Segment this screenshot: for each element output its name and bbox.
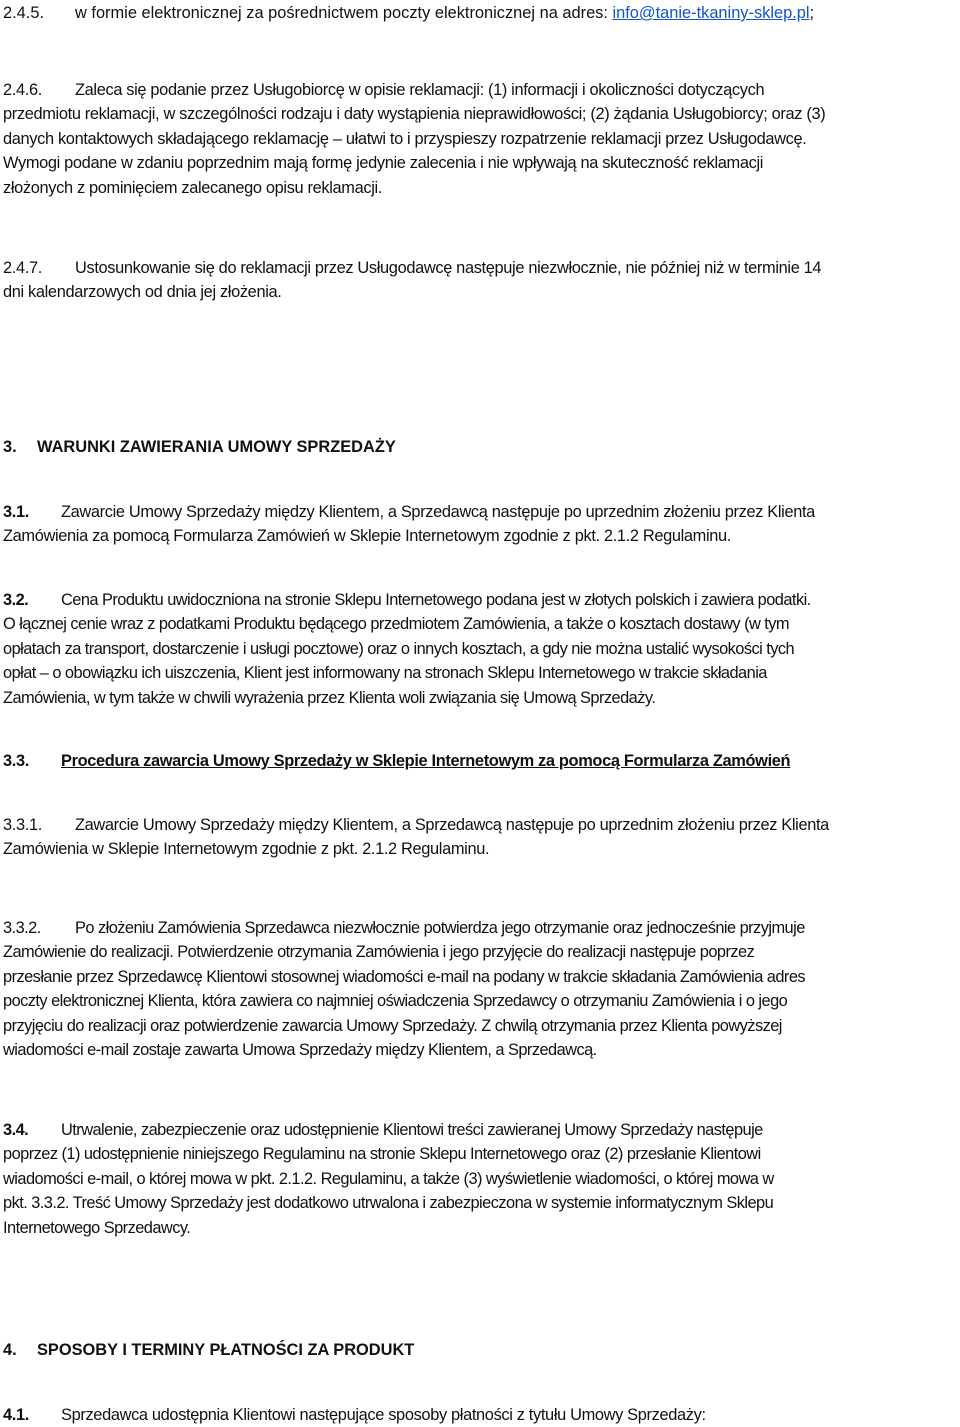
text-line: Zamówienia w Sklepie Internetowym zgodnie z pkt. 2.1.2 Regulaminu. bbox=[3, 840, 490, 859]
text-line: przyjęciu do realizacji oraz potwierdzenie zawarcia Umowy Sprzedaży. Z chwilą otrzymania przez Klienta powyższej bbox=[3, 1016, 782, 1035]
paragraph-text: Sprzedawca udostępnia Klientowi następujące sposoby płatności z tytułu Umowy Sprzedaży: bbox=[61, 1406, 706, 1424]
subsection-heading-3-3 bbox=[3, 749, 958, 773]
paragraph-3-1 bbox=[3, 500, 958, 549]
text-line: Zawarcie Umowy Sprzedaży między Klientem, a Sprzedawcą następuje po uprzednim złożeniu przez Klienta bbox=[61, 503, 815, 521]
subsection-title: Procedura zawarcia Umowy Sprzedaży w Sklepie Internetowym za pomocą Formularza Zamówień bbox=[61, 752, 791, 770]
paragraph-number: 3.2. bbox=[3, 591, 29, 609]
paragraph-4-1 bbox=[3, 1403, 958, 1427]
email-link[interactable]: info@tanie-tkaniny-sklep.pl bbox=[612, 4, 810, 22]
text-line: Zawarcie Umowy Sprzedaży między Klientem, a Sprzedawcą następuje po uprzednim złożeniu przez Klienta bbox=[75, 816, 829, 834]
text-line: wiadomości e-mail zostaje zawarta Umowa Sprzedaży między Klientem, a Sprzedawcą. bbox=[3, 1040, 597, 1059]
paragraph-number: 3.1. bbox=[3, 503, 29, 521]
text-line: Po złożeniu Zamówienia Sprzedawca niezwłocznie potwierdza jego otrzymanie oraz jednocześnie przyjmuje bbox=[75, 919, 805, 937]
paragraph-number: 4.1. bbox=[3, 1406, 29, 1424]
text-line: poczty elektronicznej Klienta, która zawiera co najmniej oświadczenia Sprzedawcy o otrzymaniu Zamówienia i o jego bbox=[3, 992, 788, 1011]
paragraph-number: 3.4. bbox=[3, 1121, 29, 1139]
text-line: poprzez (1) udostępnienie niniejszego Regulaminu na stronie Sklepu Internetowego oraz (2) przesłanie Klientowi bbox=[3, 1145, 761, 1164]
text-line: Wymogi podane w zdaniu poprzednim mają formę jedynie zalecenia i nie wpływają na skuteczność reklamacji bbox=[3, 154, 764, 173]
text-line: danych kontaktowych składającego reklamację – ułatwi to i przyspieszy rozpatrzenie reklamacji przez Usługodawcę. bbox=[3, 129, 807, 148]
text-line: opłat – o obowiązku ich uiszczenia, Klient jest informowany na stronach Sklepu Internetowego w trakcie składania bbox=[3, 664, 767, 683]
text-line: przedmiotu reklamacji, w szczególności rodzaju i daty wystąpienia nieprawidłowości; (2) żądania Usługobiorcy; oraz (3) bbox=[3, 105, 826, 124]
section-heading-3 bbox=[3, 435, 958, 459]
text-line: złożonych z pominięciem zalecanego opisu reklamacji. bbox=[3, 178, 383, 197]
paragraph-2-4-7 bbox=[3, 256, 958, 305]
text-line: przesłanie przez Sprzedawcę Klientowi stosownej wiadomości e-mail na podany w trakcie składania Zamówienia adres bbox=[3, 967, 806, 986]
section-title: SPOSOBY I TERMINY PŁATNOŚCI ZA PRODUKT bbox=[37, 1341, 415, 1359]
paragraph-number: 3.3.1. bbox=[3, 816, 42, 834]
section-title: WARUNKI ZAWIERANIA UMOWY SPRZEDAŻY bbox=[37, 438, 396, 456]
paragraph-number: 3.3.2. bbox=[3, 919, 41, 937]
paragraph-number: 2.4.7. bbox=[3, 259, 42, 277]
text-line: Utrwalenie, zabezpieczenie oraz udostępnienie Klientowi treści zawieranej Umowy Sprzedaży następuje bbox=[61, 1121, 763, 1139]
section-number: 3. bbox=[3, 438, 17, 456]
text-line: Zamówienia, w tym także w chwili wyrażenia przez Klienta woli związania się Umową Sprzedaży. bbox=[3, 688, 656, 707]
paragraph-number: 2.4.5. bbox=[3, 4, 45, 22]
paragraph-3-3-1 bbox=[3, 813, 958, 862]
text-line: dni kalendarzowych od dnia jej złożenia. bbox=[3, 283, 282, 302]
paragraph-2-4-6 bbox=[3, 78, 958, 200]
paragraph-number: 2.4.6. bbox=[3, 81, 42, 99]
paragraph-2-4-5 bbox=[3, 1, 958, 25]
paragraph-3-2 bbox=[3, 588, 958, 710]
text-line: Cena Produktu uwidoczniona na stronie Sklepu Internetowego podana jest w złotych polskich i zawiera podatki. bbox=[61, 591, 811, 609]
text-line: pkt. 3.3.2. Treść Umowy Sprzedaży jest dodatkowo utrwalona i zabezpieczona w systemie informatycznym Sklepu bbox=[3, 1194, 774, 1213]
paragraph-3-4 bbox=[3, 1118, 958, 1240]
text-line: Zaleca się podanie przez Usługobiorcę w opisie reklamacji: (1) informacji i okoliczności dotyczących bbox=[75, 81, 765, 99]
text-line: O łącznej cenie wraz z podatkami Produktu będącego przedmiotem Zamówienia, a także o kosztach dostawy (w tym bbox=[3, 615, 790, 634]
section-number: 4. bbox=[3, 1341, 17, 1359]
paragraph-tail: ; bbox=[809, 4, 815, 22]
text-line: Internetowego Sprzedawcy. bbox=[3, 1218, 191, 1237]
text-line: opłatach za transport, dostarczenie i usługi pocztowe) oraz o innych kosztach, a gdy nie można ustalić wysokości tych bbox=[3, 639, 795, 658]
text-line: wiadomości e-mail, o której mowa w pkt. 2.1.2. Regulaminu, a także (3) wyświetlenie wiadomości, o której mowa w bbox=[3, 1169, 774, 1188]
paragraph-text: w formie elektronicznej za pośrednictwem poczty elektronicznej na adres: bbox=[75, 4, 613, 22]
section-heading-4 bbox=[3, 1338, 958, 1362]
text-line: Zamówienie do realizacji. Potwierdzenie otrzymania Zamówienia i jego przyjęcie do realizacji następuje poprzez bbox=[3, 943, 755, 962]
text-line: Ustosunkowanie się do reklamacji przez Usługodawcę następuje niezwłocznie, nie później niż w terminie 14 bbox=[75, 259, 822, 277]
text-line: Zamówienia za pomocą Formularza Zamówień w Sklepie Internetowym zgodnie z pkt. 2.1.2 Regulaminu. bbox=[3, 527, 732, 546]
subsection-number: 3.3. bbox=[3, 752, 29, 770]
paragraph-3-3-2 bbox=[3, 916, 958, 1062]
